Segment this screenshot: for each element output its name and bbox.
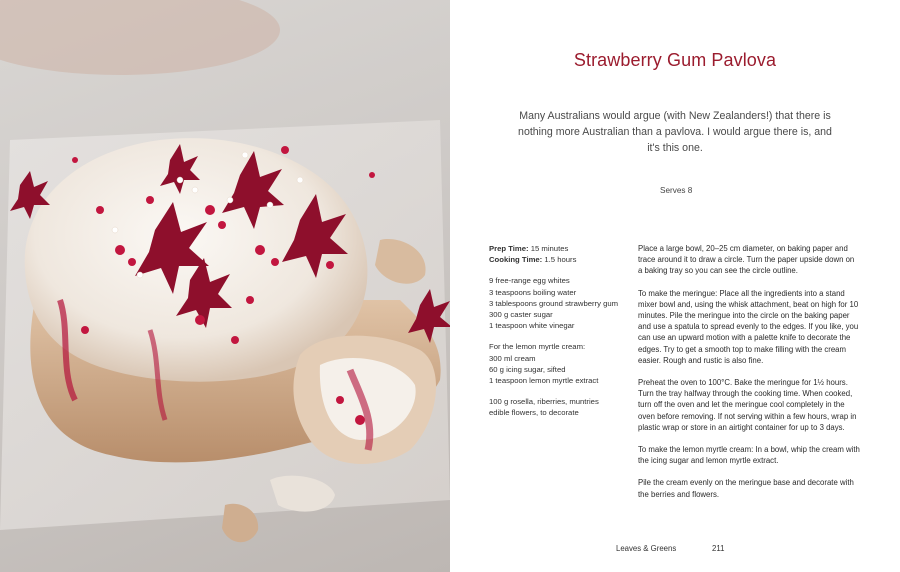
method-step: Preheat the oven to 100°C. Bake the meringue for 1½ hours. Turn the tray halfway through the cooking time. When cooked, turn off the oven and let the meringue cool completely in the oven before removing. If not serving within a few hours, wrap in plastic wrap or store in an airtight container for up to 3 days. — [638, 378, 857, 432]
method-step: To make the meringue: Place all the ingredients into a stand mixer bowl and, using the whisk attachment, beat on high for 10 minutes. Pile the meringue into the circle on the baking paper and use a spatula to spread evenly to the edges. If you like, you can use an upward motion with a palette knife to decorate the edges. Try to get a smooth top to make filling with the cream easier. Rough and rustic is also fine. — [638, 288, 859, 365]
recipe-intro: Many Australians would argue (with New Zealanders!) that there is nothing more Australian than a pavlova. I would argue there is, and it's this one. — [518, 110, 832, 154]
cook-time — [489, 254, 639, 265]
ingredient-item: 3 tablespoons ground strawberry gum — [489, 298, 619, 308]
ingredient-item: 1 teaspoon lemon myrtle extract — [489, 376, 599, 386]
recipe-page — [450, 0, 900, 572]
method-column — [638, 243, 860, 511]
cook-time-value: 1.5 hours — [544, 255, 577, 265]
method-step: To make the lemon myrtle cream: In a bowl, whip the cream with the icing sugar and lemon myrtle extract. — [638, 445, 860, 466]
prep-time-value: 15 minutes — [530, 244, 569, 253]
prep-time-label: Prep Time: — [489, 244, 529, 253]
ingredient-item: 300 ml cream — [489, 353, 536, 363]
cook-time-label: Cooking Time: — [489, 255, 543, 265]
ingredient-item: 9 free-range egg whites — [489, 276, 570, 286]
method-step: Place a large bowl, 20–25 cm diameter, on baking paper and trace around it to draw a circle. Turn the paper upside down on a baking tray so you can see the circle outline. — [638, 244, 855, 276]
ingredient-item: 100 g rosella, riberries, muntries — [489, 397, 599, 407]
ingredients-column — [489, 243, 639, 419]
powder-dust — [0, 0, 280, 75]
method-step: Pile the cream evenly on the meringue base and decorate with the berries and flowers. — [638, 478, 854, 499]
chapter-name: Leaves & Greens — [616, 544, 677, 553]
ingredient-item: edible flowers, to decorate — [489, 408, 579, 418]
ingredient-item: 3 teaspoons boiling water — [489, 287, 577, 297]
ingredient-item: 60 g icing sugar, sifted — [489, 364, 566, 374]
ingredient-item: 1 teaspoon white vinegar — [489, 321, 575, 331]
recipe-title: Strawberry Gum Pavlova — [573, 50, 777, 70]
cream-heading: For the lemon myrtle cream: — [489, 342, 586, 352]
serves-count: Serves 8 — [660, 186, 693, 195]
page-number: 211 — [712, 544, 725, 553]
ingredient-item: 300 g caster sugar — [489, 310, 553, 320]
prep-time — [489, 243, 639, 254]
